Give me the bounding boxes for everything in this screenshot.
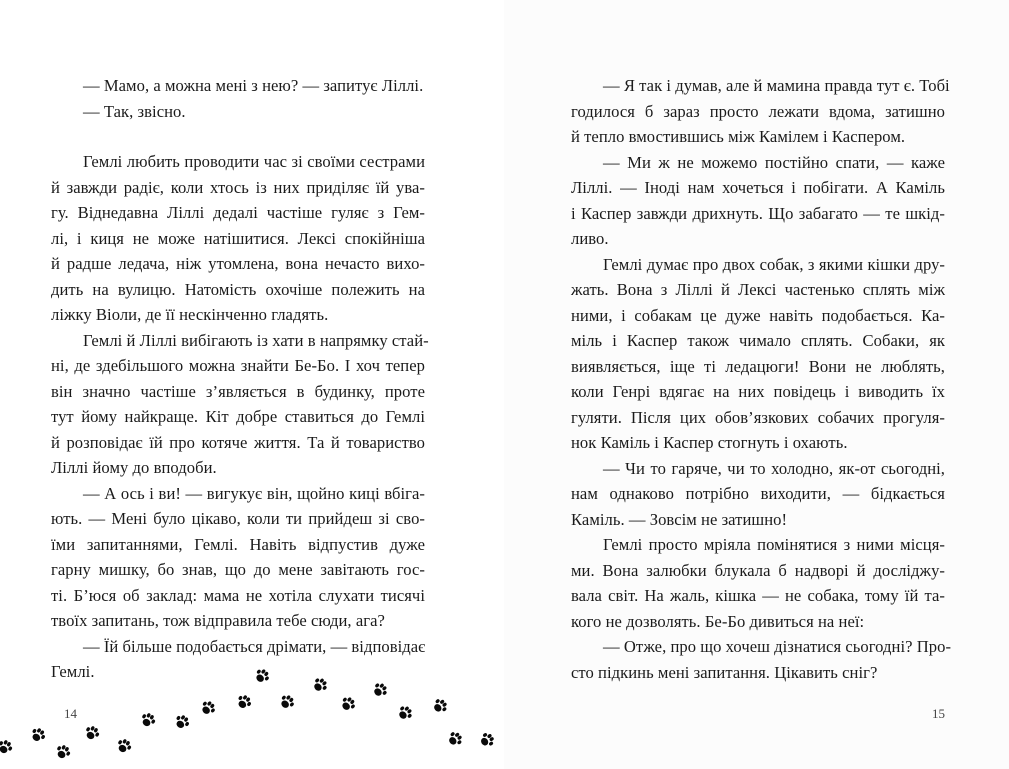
text-line: гу. Віднедавна Ліллі дедалі частіше гуляє з Гем- bbox=[51, 203, 425, 222]
paragraph bbox=[571, 150, 945, 252]
paragraph bbox=[571, 634, 952, 685]
paragraph bbox=[571, 252, 945, 456]
text-line: гуляти. Після цих обов’язкових собачих прогуля- bbox=[571, 407, 945, 427]
paragraph bbox=[67, 73, 425, 99]
text-line: — А ось і ви! — вигукує він, щойно киці вбіга- bbox=[83, 483, 425, 503]
left-page-text bbox=[51, 73, 429, 685]
paragraph bbox=[51, 481, 425, 634]
paragraph bbox=[571, 456, 945, 533]
text-line: кого не дозволять. Бе-Бо дивиться на неї: bbox=[571, 611, 865, 631]
text-line: тут йому найкраще. Кіт добре ставиться до Гемлі bbox=[51, 407, 425, 426]
text-line: ті. Б’юся об заклад: мама не хотіла слухати тисячі bbox=[51, 585, 425, 605]
text-line: — Так, звісно. bbox=[83, 101, 186, 121]
text-line: нам однаково потрібно виходити, — бідкається bbox=[571, 484, 945, 503]
text-line: Гемлі й Ліллі вибігають із хати в напрямку стай- bbox=[83, 330, 429, 350]
text-line: — Їй більше подобається дрімати, — відповідає bbox=[83, 636, 426, 656]
text-line: — Мамо, а можна мені з нею? — запитує Ліллі. bbox=[83, 76, 424, 95]
text-line: ними, і собакам це дуже навіть подобається. Ка- bbox=[571, 305, 945, 325]
text-line: виявляється, іще ті ледацюги! Вони не люблять, bbox=[571, 356, 945, 376]
paragraph bbox=[51, 328, 429, 481]
text-line: Ліллі йому до вподоби. bbox=[51, 458, 217, 477]
text-line: дить на вулицю. Натомість охочіше полежить на bbox=[51, 279, 425, 299]
section-break bbox=[67, 124, 425, 149]
text-line: й завжди радіє, коли хтось із них приділяє їй ува- bbox=[51, 177, 425, 197]
text-line: — Ми ж не можемо постійно спати, — каже bbox=[603, 152, 945, 172]
text-line: вала світ. На жаль, кішка — не собака, тому їй та- bbox=[571, 586, 945, 605]
text-line: Каміль. — Зовсім не затишно! bbox=[571, 509, 788, 529]
left-page bbox=[0, 0, 504, 769]
text-line: нок Каміль і Каспер стогнуть і охають. bbox=[571, 433, 848, 452]
text-line: й розповідає їй про котяче життя. Та й товариство bbox=[51, 432, 425, 452]
text-line: коли Генрі вдягає на них повідець і виводить їх bbox=[571, 382, 945, 401]
left-page-number: 14 bbox=[64, 706, 77, 721]
text-line: Гемлі просто мріяла помінятися з ними місця- bbox=[603, 535, 945, 554]
right-page bbox=[504, 0, 1009, 769]
text-line: — Отже, про що хочеш дізнатися сьогодні? Про- bbox=[603, 637, 952, 656]
text-line: лі, і киця не може натішитися. Лексі спокійніша bbox=[51, 228, 425, 248]
text-line: гарну мишку, бо знав, що до мене завітають гос- bbox=[51, 560, 425, 579]
text-line: — Я так і думав, але й мамина правда тут є. Тобі bbox=[603, 76, 950, 95]
text-line: Гемлі думає про двох собак, з якими кішки дру- bbox=[603, 254, 945, 274]
text-line: годилося б зараз просто лежати вдома, затишно bbox=[571, 101, 945, 121]
text-line: Гемлі. bbox=[51, 662, 95, 681]
text-line: їми запитаннями, Гемлі. Навіть відпустив дуже bbox=[51, 534, 425, 554]
text-line: Ліллі. — Іноді нам хочеться і побігати. А Каміль bbox=[571, 178, 945, 197]
text-line: міль і Каспер також чимало сплять. Собаки, як bbox=[571, 331, 945, 350]
paragraph bbox=[571, 73, 950, 150]
text-line: сто підкинь мені запитання. Цікавить сніг? bbox=[571, 662, 878, 682]
paragraph bbox=[571, 532, 945, 634]
text-line: й радше ледача, ніж утомлена, вона нечасто вихо- bbox=[51, 254, 425, 273]
text-line: він значно частіше з’являється в будинку, проте bbox=[51, 381, 425, 401]
paragraph bbox=[51, 149, 425, 328]
paragraph bbox=[67, 99, 425, 125]
text-line: ми. Вона залюбки блукала б надворі й досліджу- bbox=[571, 560, 945, 580]
text-line: ліжку Віоли, де її нескінченно гладять. bbox=[51, 305, 329, 324]
text-line: ють. — Мені було цікаво, коли ти прийдеш зі сво- bbox=[51, 509, 425, 528]
paragraph bbox=[51, 634, 426, 685]
text-line: твоїх запитань, тож відправила тебе сюди, ага? bbox=[51, 611, 385, 630]
text-line: й тепло вмостившись між Камілем і Каспером. bbox=[571, 127, 906, 146]
right-page-text bbox=[571, 73, 952, 685]
text-line: жать. Вона з Ліллі й Лексі частенько сплять між bbox=[571, 280, 945, 299]
text-line: Гемлі любить проводити час зі своїми сестрами bbox=[83, 152, 425, 171]
text-line: ні, де здебільшого можна знайти Бе-Бо. І хоч тепер bbox=[51, 356, 425, 375]
text-line: ливо. bbox=[571, 229, 609, 248]
text-line: і Каспер завжди дрихнуть. Що забагато — те шкід- bbox=[571, 203, 945, 223]
text-line: — Чи то гаряче, чи то холодно, як-от сьогодні, bbox=[603, 458, 945, 478]
right-page-number: 15 bbox=[932, 706, 945, 721]
